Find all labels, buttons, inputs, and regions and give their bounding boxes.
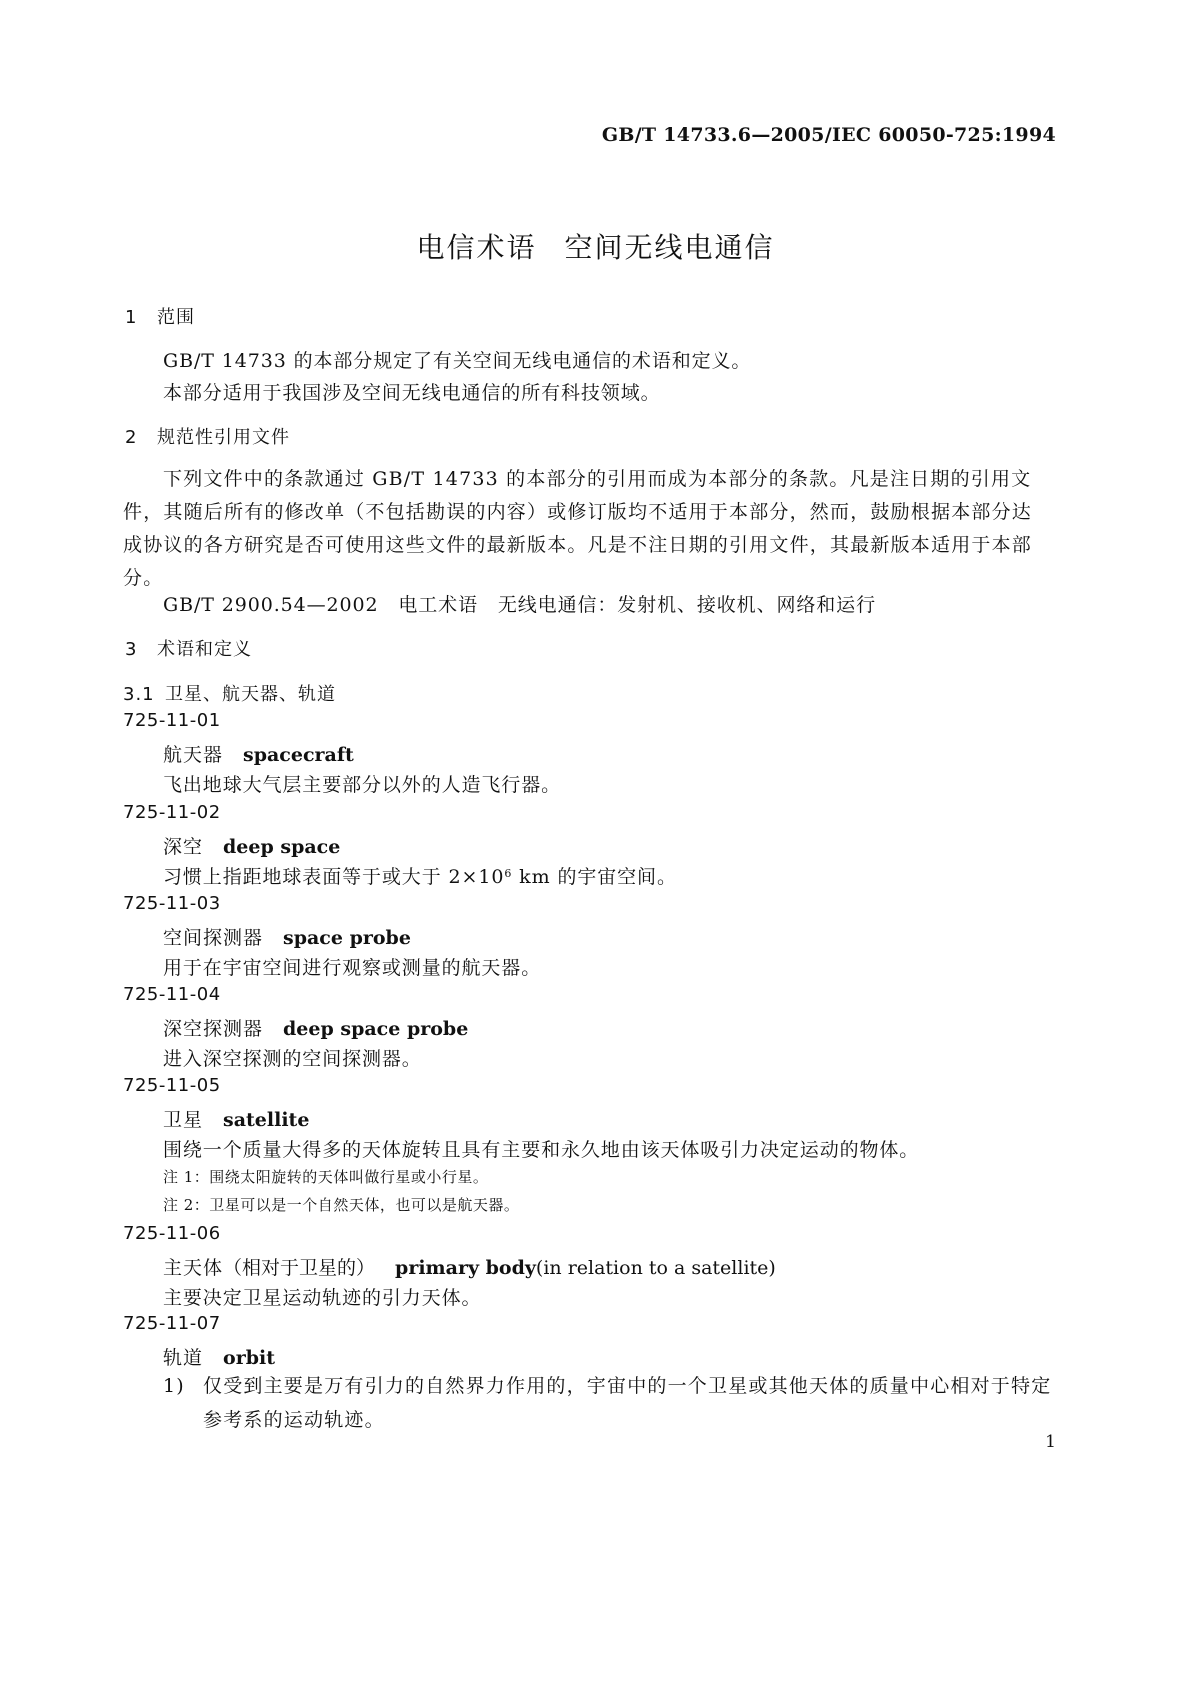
- term-definition: 进入深空探测的空间探测器。: [163, 1048, 422, 1070]
- section-1-paragraph-2: 本部分适用于我国涉及空间无线电通信的所有科技领域。: [163, 382, 661, 404]
- section-2-paragraph: 下列文件中的条款通过 GB/T 14733 的本部分的引用而成为本部分的条款。凡是注日期的引用文件，其随后所有的修改单（不包括勘误的内容）或修订版均不适用于本部分，然而，鼓励根据本部分达成协议的各方研究是否可使用这些文件的最新版本。凡是不注日期的引用文件，其最新版本适用于本部分。: [123, 468, 1033, 589]
- term-definition: 习惯上指距地球表面等于或大于 $2\times 10^6$ km 的宇宙空间。: [163, 866, 677, 888]
- term-code: 725-11-03: [123, 893, 221, 914]
- term-note: 注 2：卫星可以是一个自然天体，也可以是航天器。: [163, 1196, 520, 1214]
- standard-number-header: GB/T 14733.6—2005/IEC 60050-725:1994: [601, 124, 1056, 146]
- term-note: 注 1：围绕太阳旋转的天体叫做行星或小行星。: [163, 1168, 489, 1186]
- term-code: 725-11-04: [123, 984, 221, 1005]
- term-code: 725-11-07: [123, 1313, 221, 1334]
- normative-reference: GB/T 2900.54—2002 电工术语 无线电通信：发射机、接收机、网络和运行: [163, 594, 876, 616]
- section-1-paragraph-1: GB/T 14733 的本部分规定了有关空间无线电通信的术语和定义。: [163, 350, 752, 372]
- section-1-heading: 1 范围: [125, 307, 195, 328]
- term-definition: 主要决定卫星运动轨迹的引力天体。: [163, 1287, 482, 1309]
- term-code: 725-11-05: [123, 1075, 221, 1096]
- term-definition: 围绕一个质量大得多的天体旋转且具有主要和永久地由该天体吸引力决定运动的物体。: [163, 1139, 920, 1161]
- term-definition-item: 1) 仅受到主要是万有引力的自然界力作用的，宇宙中的一个卫星或其他天体的质量中心相对于特定参考系的运动轨迹。: [163, 1375, 1052, 1431]
- term-entry: 卫星 satellite: [163, 1109, 310, 1131]
- section-3-heading: 3 术语和定义: [125, 639, 252, 660]
- term-entry: 深空 deep space: [163, 836, 341, 858]
- term-entry: 深空探测器 deep space probe: [163, 1018, 469, 1040]
- title-part-2: 空间无线电通信: [564, 231, 775, 264]
- term-entry: 航天器 spacecraft: [163, 744, 354, 766]
- term-code: 725-11-02: [123, 802, 221, 823]
- section-2-heading: 2 规范性引用文件: [125, 427, 290, 448]
- term-entry: 轨道 orbit: [163, 1347, 275, 1369]
- term-definition: 用于在宇宙空间进行观察或测量的航天器。: [163, 957, 542, 979]
- section-3-1-heading: 3.1 卫星、航天器、轨道: [123, 684, 336, 705]
- page-number: 1: [1045, 1432, 1056, 1452]
- term-code: 725-11-06: [123, 1223, 221, 1244]
- term-entry: 主天体（相对于卫星的） primary body(in relation to a satellite): [163, 1257, 776, 1279]
- term-entry: 空间探测器 space probe: [163, 927, 411, 949]
- term-code: 725-11-01: [123, 710, 221, 731]
- term-definition: 飞出地球大气层主要部分以外的人造飞行器。: [163, 774, 562, 796]
- document-title: [0, 226, 1191, 266]
- title-part-1: 电信术语: [416, 231, 537, 264]
